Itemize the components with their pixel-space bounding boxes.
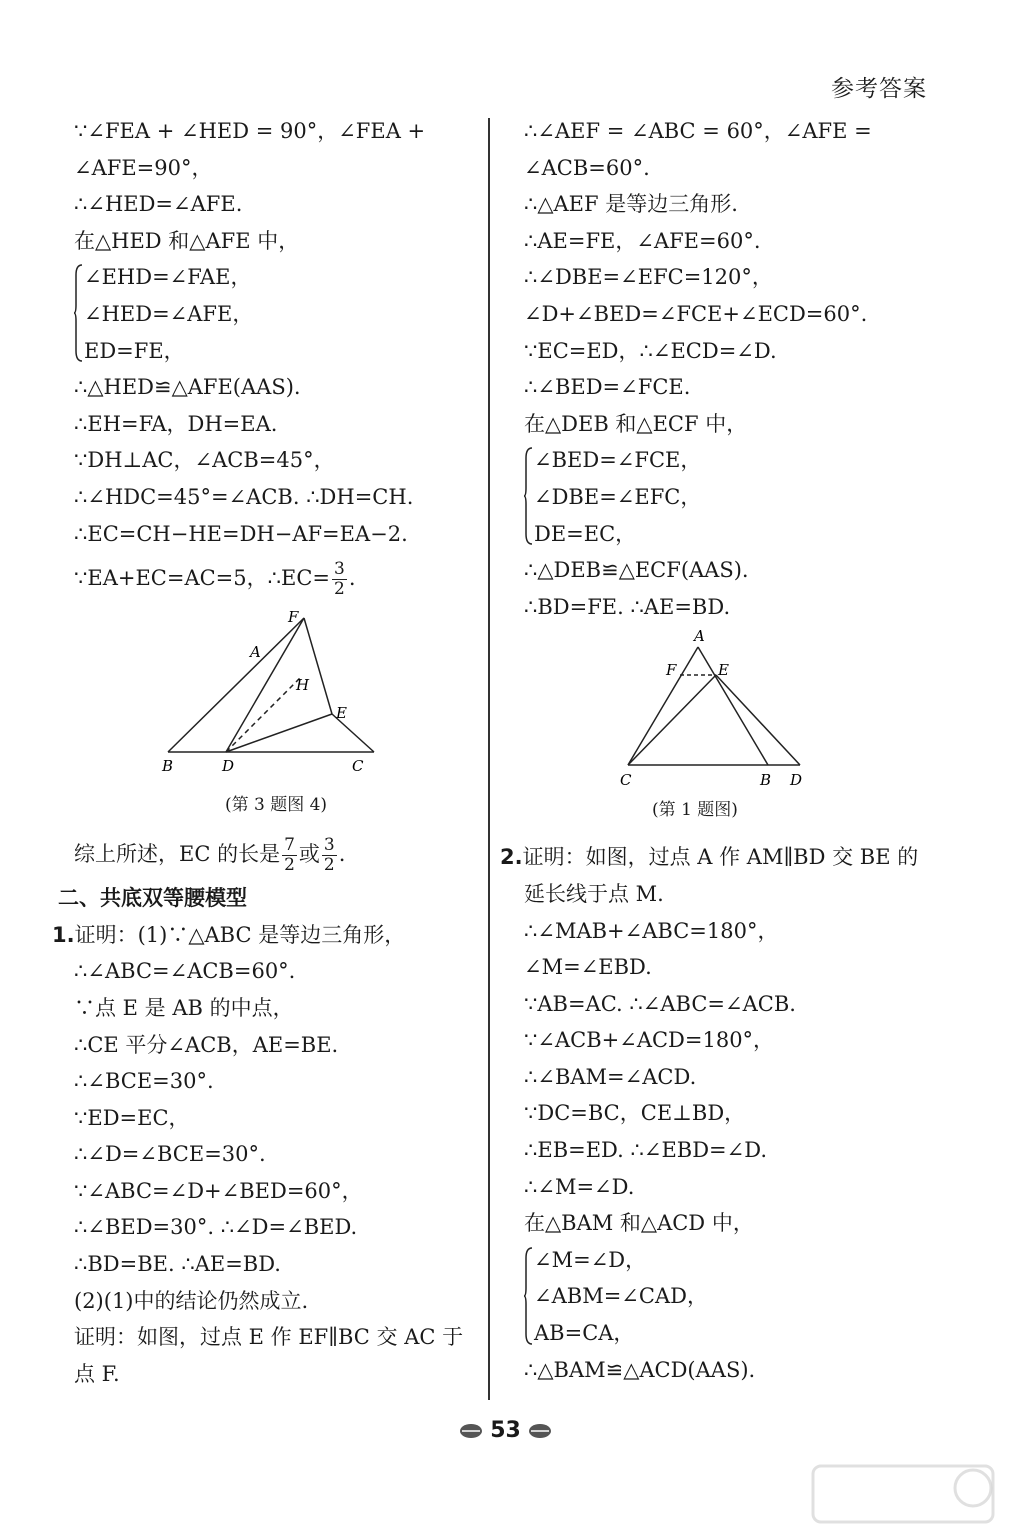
- right-column: [500, 113, 930, 1388]
- text-line: ∴EH=FA，DH=EA.: [74, 411, 278, 436]
- brace-system: [74, 259, 478, 369]
- brace-icon: [524, 446, 532, 546]
- figure-label: D: [222, 757, 235, 776]
- text-line: (2)(1)中的结论仍然成立.: [74, 1288, 309, 1313]
- text-line: ∵点 E 是 AB 的中点，: [74, 995, 294, 1020]
- text-line: ∴∠HED=∠AFE.: [74, 192, 243, 217]
- geometry-figure: [74, 604, 478, 790]
- text-line: ∵DH⊥AC，∠ACB=45°，: [74, 448, 335, 473]
- text-line: ∵∠ACB+∠ACD=180°，: [524, 1028, 775, 1053]
- text-line: ∵ED=EC，: [74, 1105, 190, 1130]
- brace-item: DE=EC，: [534, 521, 637, 546]
- text-line: ∴∠ABC=∠ACB=60°.: [74, 959, 296, 984]
- text-line: ∴△HED≌△AFE(AAS).: [74, 375, 301, 400]
- figure-label: B: [760, 771, 772, 790]
- brace-item: AB=CA，: [534, 1321, 635, 1346]
- brace-icon: [74, 263, 82, 363]
- fraction-numerator: 3: [323, 835, 335, 856]
- brace-icon: [524, 1246, 532, 1346]
- text-line: ∴∠MAB+∠ABC=180°，: [524, 918, 779, 943]
- figure-3-4: [74, 604, 478, 790]
- figure-label: B: [162, 757, 174, 776]
- text-line: ∴△AEF 是等边三角形.: [524, 192, 738, 217]
- fraction-denominator: 2: [323, 855, 335, 876]
- brace-system: [524, 1242, 930, 1352]
- brace-item: ∠BED=∠FCE，: [534, 448, 702, 473]
- watermark-logo-icon: [803, 1458, 1003, 1528]
- text-line: ∴△DEB≌△ECF(AAS).: [524, 558, 749, 583]
- text-line: [74, 552, 478, 604]
- text-line: ∠M=∠EBD.: [524, 955, 652, 980]
- brace-item: ∠DBE=∠EFC，: [534, 484, 702, 509]
- text-line: ∴∠BCE=30°.: [74, 1069, 214, 1094]
- text-line: ∵DC=BC，CE⊥BD，: [524, 1101, 746, 1126]
- figure-caption: (第 3 题图 4): [224, 795, 328, 816]
- text-run: ∵EA+EC=AC=5，∴EC=: [74, 566, 330, 591]
- question-line: [500, 839, 930, 876]
- text-line: [74, 828, 478, 880]
- geometry-figure: [500, 625, 930, 795]
- leaf-decoration-icon: [459, 1423, 483, 1439]
- page-number-text: 53: [490, 1418, 521, 1443]
- text-line: ∴∠M=∠D.: [524, 1174, 635, 1199]
- fraction-denominator: 2: [334, 579, 345, 600]
- text-line: 点 F.: [74, 1361, 120, 1386]
- text-line: ∠ACB=60°.: [524, 155, 650, 180]
- text-line: ∠D+∠BED=∠FCE+∠ECD=60°.: [524, 301, 868, 326]
- text-run: 证明：如图，过点 A 作 AM∥BD 交 BE 的: [522, 845, 919, 870]
- text-run: .: [348, 566, 356, 591]
- text-line: ∴∠AEF = ∠ABC = 60°，∠AFE =: [524, 119, 872, 143]
- brace-item: ED=FE，: [84, 338, 185, 363]
- brace-item: ∠M=∠D，: [534, 1247, 647, 1272]
- text-line: 在△HED 和△AFE 中，: [74, 228, 300, 253]
- brace-system: [524, 442, 930, 552]
- text-line: ∴∠BAM=∠ACD.: [524, 1064, 697, 1089]
- text-line: 在△BAM 和△ACD 中，: [524, 1211, 754, 1236]
- figure-label: D: [790, 771, 803, 790]
- figure-label: F: [288, 608, 299, 627]
- question-line: [52, 917, 478, 954]
- brace-item: ∠ABM=∠CAD，: [534, 1284, 708, 1309]
- text-run: 综上所述，EC 的长是: [74, 842, 281, 867]
- section-title: 二、共底双等腰模型: [58, 886, 247, 911]
- text-run: 或: [298, 842, 320, 867]
- fraction-numerator: 3: [334, 559, 345, 580]
- text-line: 延长线于点 M.: [524, 881, 664, 906]
- text-line: ∴CE 平分∠ACB，AE=BE.: [74, 1032, 339, 1057]
- text-line: ∴∠D=∠BCE=30°.: [74, 1142, 266, 1167]
- figure-label: E: [718, 661, 729, 680]
- text-line: 证明：如图，过点 E 作 EF∥BC 交 AC 于: [74, 1325, 464, 1350]
- fraction: [322, 836, 337, 875]
- header-title: 参考答案: [831, 76, 927, 102]
- brace-item: ∠HED=∠AFE，: [84, 301, 254, 326]
- text-line: 在△DEB 和△ECF 中，: [524, 411, 748, 436]
- text-line: ∴BD=BE. ∴AE=BD.: [74, 1252, 281, 1277]
- text-line: ∴AE=FE，∠AFE=60°.: [524, 228, 761, 253]
- figure-label: A: [250, 643, 261, 662]
- fraction-numerator: 7: [284, 835, 295, 856]
- text-line: ∴∠DBE=∠EFC=120°，: [524, 265, 773, 290]
- figure-caption: (第 1 题图): [652, 800, 738, 821]
- text-line: ∵EC=ED，∴∠ECD=∠D.: [524, 338, 777, 363]
- text-line: ∵AB=AC. ∴∠ABC=∠ACB.: [524, 991, 796, 1016]
- figure-label: C: [620, 771, 632, 790]
- text-line: ∴EC=CH−HE=DH−AF=EA−2.: [74, 521, 408, 546]
- text-line: ∴BD=FE. ∴AE=BD.: [524, 594, 731, 619]
- fraction-denominator: 2: [284, 855, 295, 876]
- leaf-decoration-icon: [528, 1423, 552, 1439]
- figure-label: H: [296, 676, 310, 695]
- page-number: [0, 1418, 1011, 1443]
- question-number: 1.: [52, 922, 75, 947]
- text-run: 证明：(1)∵△ABC 是等边三角形，: [74, 922, 406, 947]
- text-line: ∵∠FEA + ∠HED = 90°，∠FEA +: [74, 119, 426, 143]
- figure-label: A: [694, 627, 705, 646]
- text-line: ∵∠ABC=∠D+∠BED=60°，: [74, 1178, 363, 1203]
- text-line: ∠AFE=90°，: [74, 155, 213, 180]
- left-column: [52, 113, 478, 1392]
- question-number: 2.: [500, 845, 523, 870]
- text-run: .: [338, 842, 346, 867]
- figure-label: F: [666, 661, 677, 680]
- figure-1: [500, 625, 930, 795]
- text-line: ∴△BAM≌△ACD(AAS).: [524, 1357, 756, 1382]
- text-line: ∴EB=ED. ∴∠EBD=∠D.: [524, 1138, 767, 1163]
- text-line: ∴∠HDC=45°=∠ACB. ∴DH=CH.: [74, 484, 414, 509]
- fraction: [282, 836, 297, 875]
- text-line: ∴∠BED=30°. ∴∠D=∠BED.: [74, 1215, 358, 1240]
- figure-label: E: [336, 704, 347, 723]
- fraction: [332, 560, 347, 599]
- figure-label: C: [352, 757, 364, 776]
- brace-item: ∠EHD=∠FAE，: [84, 265, 252, 290]
- column-divider: [488, 118, 490, 1400]
- text-line: ∴∠BED=∠FCE.: [524, 375, 691, 400]
